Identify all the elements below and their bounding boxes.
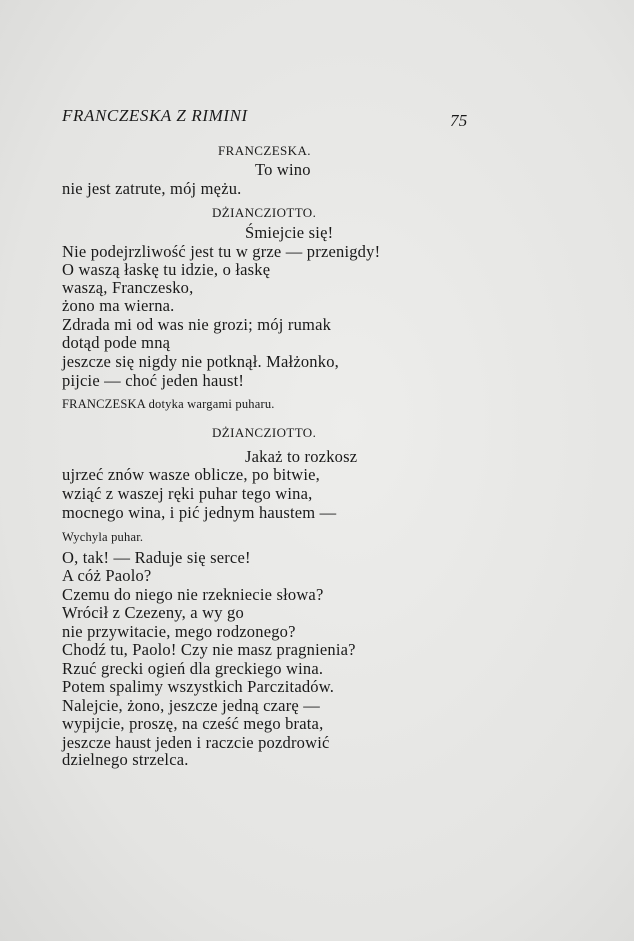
verse-line: Zdrada mi od was nie grozi; mój rumak (62, 315, 332, 334)
verse-line: Chodź tu, Paolo! Czy nie masz pragnienia? (62, 640, 356, 659)
verse-line: To wino (255, 160, 311, 179)
speaker-name: DŻIANCZIOTTO. (212, 205, 317, 220)
page-number: 75 (450, 111, 468, 130)
verse-line: O, tak! — Raduje się serce! (62, 548, 251, 567)
verse-line: Rzuć grecki ogień dla greckiego wina. (62, 659, 324, 678)
verse-line: wziąć z waszej ręki puhar tego wina, (62, 484, 313, 503)
verse-line: dotąd pode mną (62, 333, 171, 352)
stage-direction: FRANCZESKA dotyka wargami puharu. (62, 397, 275, 411)
verse-line: jeszcze haust jeden i raczcie pozdrowić (62, 733, 330, 752)
verse-line: O waszą łaskę tu idzie, o łaskę (62, 260, 271, 279)
speaker-name: DŻIANCZIOTTO. (212, 425, 317, 440)
verse-line: Jakaż to rozkosz (245, 447, 358, 466)
verse-line: mocnego wina, i pić jednym haustem — (62, 503, 337, 522)
running-header: FRANCZESKA Z RIMINI (62, 106, 248, 125)
verse-line: jeszcze się nigdy nie potknął. Małżonko, (62, 352, 339, 371)
verse-line: Czemu do niego nie rzekniecie słowa? (62, 585, 324, 604)
verse-line: żono ma wierna. (62, 296, 175, 315)
verse-line: Wrócił z Czezeny, a wy go (62, 603, 244, 622)
verse-line: Śmiejcie się! (245, 223, 334, 242)
speaker-name: FRANCZESKA. (218, 143, 311, 158)
verse-line: nie przywitacie, mego rodzonego? (62, 622, 296, 641)
verse-line: ujrzeć znów wasze oblicze, po bitwie, (62, 465, 321, 484)
stage-direction: Wychyla puhar. (62, 530, 144, 544)
verse-line: Potem spalimy wszystkich Parczitadów. (62, 677, 335, 696)
verse-line: waszą, Franczesko, (62, 278, 194, 297)
verse-line: dzielnego strzelca. (62, 750, 189, 769)
verse-line: wypijcie, proszę, na cześć mego brata, (62, 714, 324, 733)
verse-line: A cóż Paolo? (62, 566, 152, 585)
verse-line: nie jest zatrute, mój mężu. (62, 179, 242, 198)
verse-line: pijcie — choć jeden haust! (62, 371, 245, 390)
verse-line: Nalejcie, żono, jeszcze jedną czarę — (62, 696, 320, 715)
verse-line: Nie podejrzliwość jest tu w grze — przenigdy! (62, 242, 381, 261)
